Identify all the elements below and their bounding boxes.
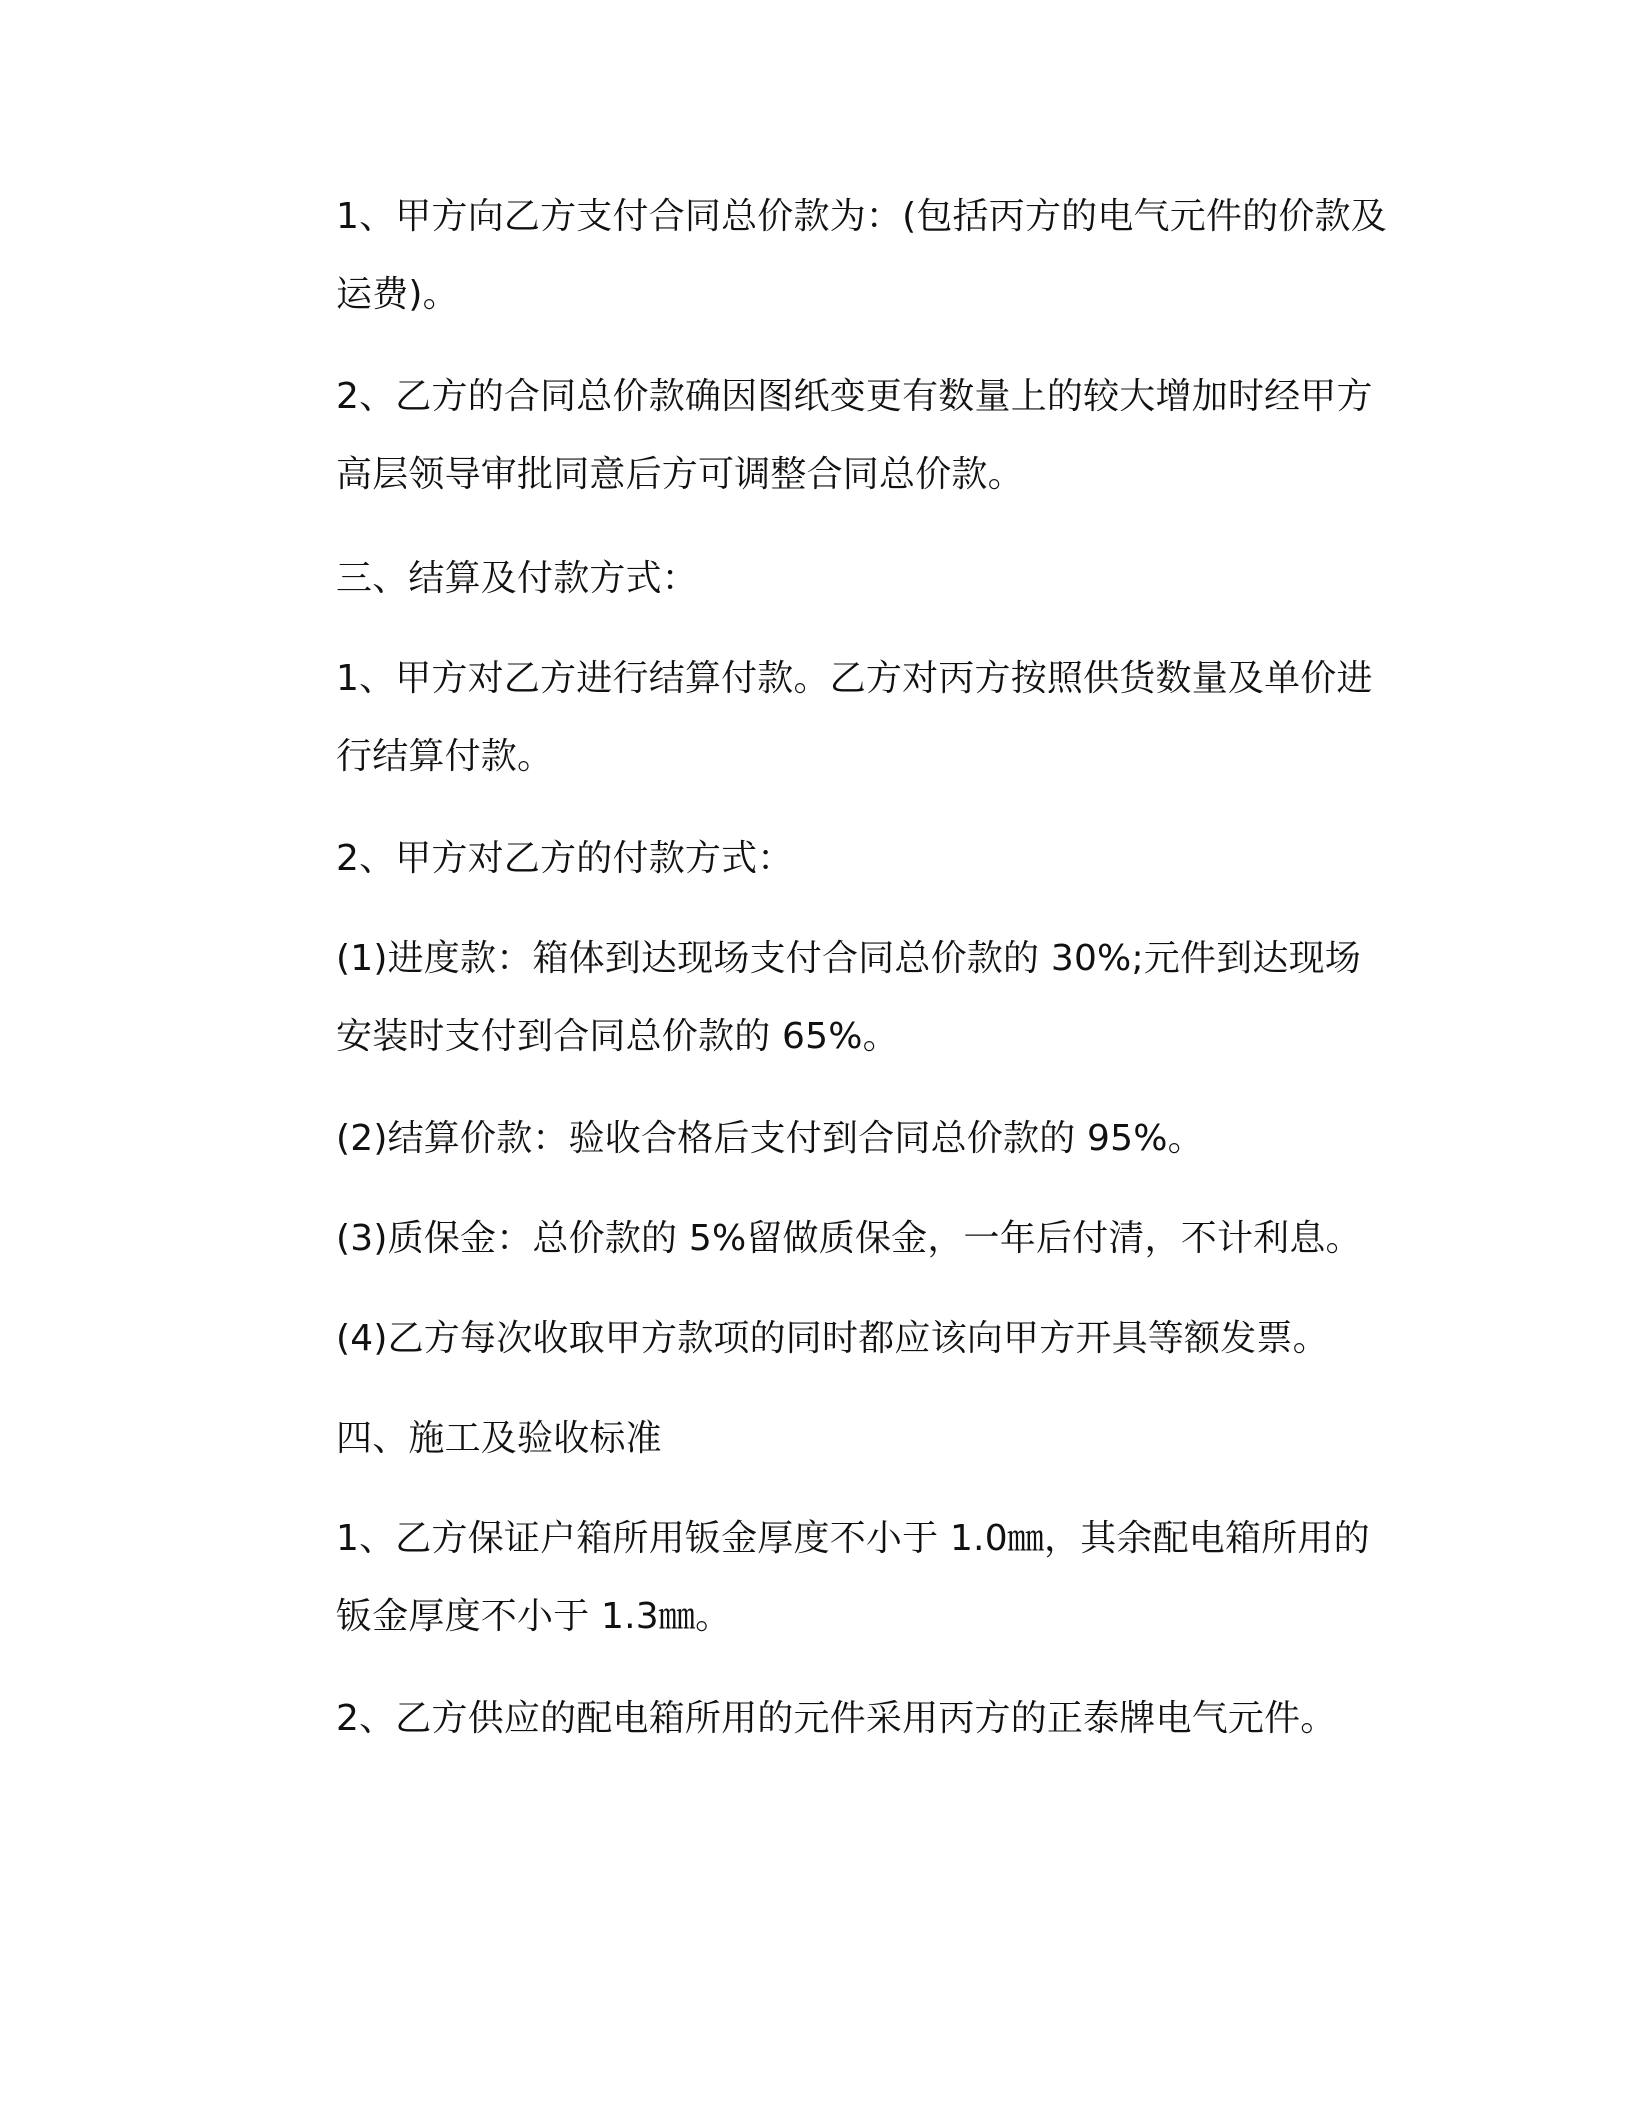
paragraph-text: (1)进度款：箱体到达现场支付合同总价款的 30%;元件到达现场安装时支付到合同总价款的 65%。 xyxy=(336,938,1361,1057)
paragraph-text: 2、乙方的合同总价款确因图纸变更有数量上的较大增加时经甲方高层领导审批同意后方可调整合同总价款。 xyxy=(336,376,1373,495)
paragraph-sheet-thickness xyxy=(240,1500,1390,1656)
paragraph-total-price xyxy=(240,178,1390,334)
paragraph-text: 四、施工及验收标准 xyxy=(336,1418,662,1459)
paragraph-text: (3)质保金：总价款的 5%留做质保金，一年后付清，不计利息。 xyxy=(336,1218,1362,1259)
paragraph-settlement-payment xyxy=(240,640,1390,796)
paragraph-warranty-deposit xyxy=(240,1200,1390,1278)
paragraph-text: (2)结算价款：验收合格后支付到合同总价款的 95%。 xyxy=(336,1118,1204,1159)
paragraph-price-adjustment xyxy=(240,358,1390,514)
paragraph-text: (4)乙方每次收取甲方款项的同时都应该向甲方开具等额发票。 xyxy=(336,1318,1329,1359)
paragraph-progress-payment xyxy=(240,920,1390,1076)
paragraph-text: 1、甲方向乙方支付合同总价款为：(包括丙方的电气元件的价款及运费)。 xyxy=(336,196,1387,315)
paragraph-text: 2、乙方供应的配电箱所用的元件采用丙方的正泰牌电气元件。 xyxy=(336,1698,1337,1739)
paragraph-text: 2、甲方对乙方的付款方式： xyxy=(336,838,794,879)
paragraph-settlement-price xyxy=(240,1100,1390,1178)
paragraph-invoice xyxy=(240,1300,1390,1378)
paragraph-text: 1、乙方保证户箱所用钣金厚度不小于 1.0㎜，其余配电箱所用的钣金厚度不小于 1.3㎜。 xyxy=(336,1518,1370,1637)
paragraph-components xyxy=(240,1680,1390,1758)
paragraph-payment-method xyxy=(240,820,1390,898)
paragraph-text: 1、甲方对乙方进行结算付款。乙方对丙方按照供货数量及单价进行结算付款。 xyxy=(336,658,1373,777)
section-heading-construction xyxy=(240,1400,1390,1478)
paragraph-text: 三、结算及付款方式： xyxy=(336,558,699,599)
section-heading-settlement xyxy=(240,540,1390,618)
